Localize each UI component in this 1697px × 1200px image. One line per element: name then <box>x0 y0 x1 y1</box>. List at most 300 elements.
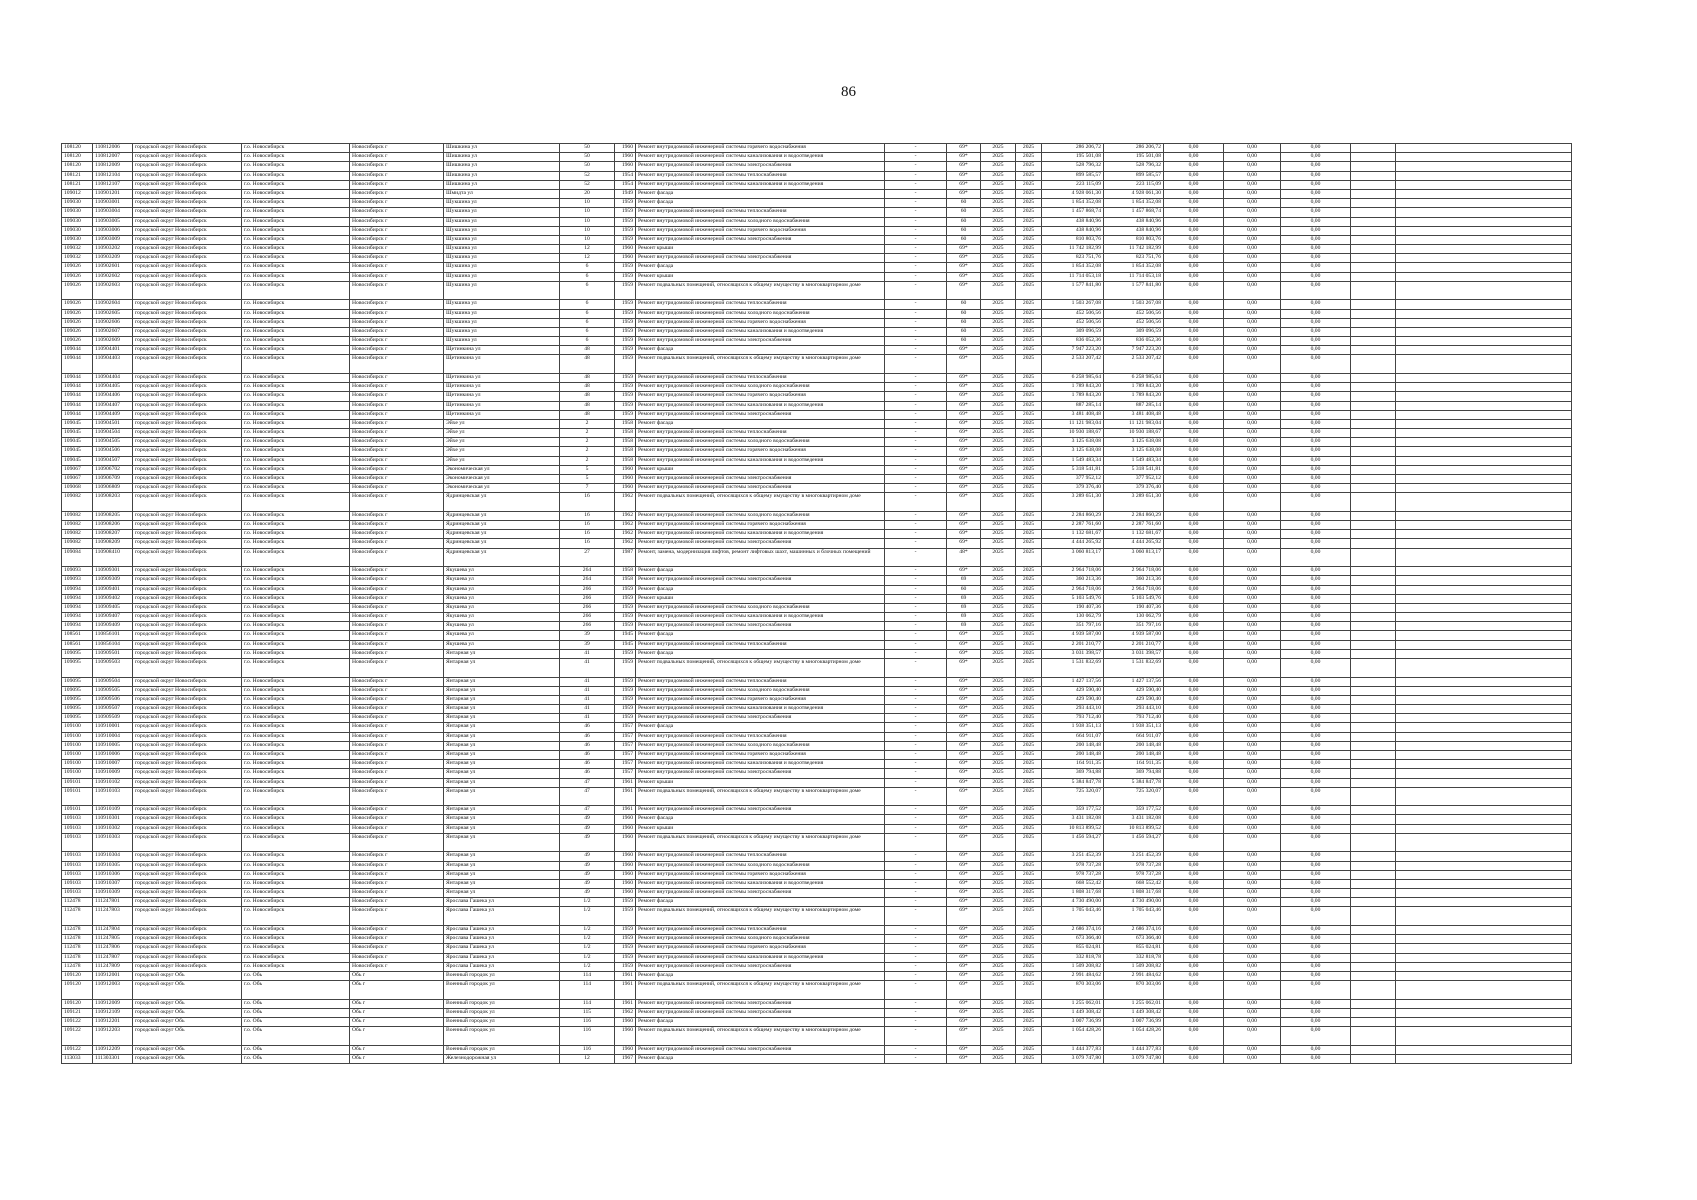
cell-extra-2 <box>1396 189 1572 198</box>
cell-extra-1 <box>1351 806 1396 815</box>
cell-extra-2 <box>1396 852 1572 861</box>
cell-cost-regional: 0,00 <box>1224 539 1281 548</box>
cell-house-id: 109103 <box>62 824 93 833</box>
cell-house-number: 49 <box>560 824 615 833</box>
cell-build-year: 1959 <box>615 226 636 235</box>
cell-extra-1 <box>1351 272 1396 281</box>
cell-work-id: 110856101 <box>93 631 133 640</box>
cell-plan-year-end: 2025 <box>1016 677 1042 686</box>
cell-cost-local: 0,00 <box>1281 1008 1351 1017</box>
cell-cost-regional: 0,00 <box>1224 254 1281 263</box>
cell-work-id: 110910004 <box>93 732 133 741</box>
cell-cost-federal: 0,00 <box>1164 714 1224 723</box>
cell-cost-local: 0,00 <box>1281 585 1351 594</box>
cell-work-type: Ремонт внутридомовой инженерной системы канализования и водоотведения <box>636 953 885 962</box>
cell-work-id: 110912001 <box>93 971 133 980</box>
cell-work-type: Ремонт внутридомовой инженерной системы канализования и водоотведения <box>636 327 885 336</box>
cell-build-year: 1960 <box>615 162 636 171</box>
cell-cost-federal: 0,00 <box>1164 530 1224 539</box>
cell-municipal-district: городской округ Новосибирск <box>133 144 242 153</box>
cell-municipality: г.о. Новосибирск <box>242 484 350 493</box>
cell-plan-year-start: 2025 <box>981 318 1016 327</box>
cell-cost-federal: 0,00 <box>1164 787 1224 806</box>
cell-house-id: 112478 <box>62 925 93 934</box>
cell-plan-year-start: 2025 <box>981 1054 1016 1063</box>
cell-extra-1 <box>1351 217 1396 226</box>
cell-cost-fund: 1 789 843,20 <box>1104 392 1164 401</box>
cell-share: 69* <box>947 438 981 447</box>
cell-street: Янтарная ул <box>444 695 560 704</box>
cell-cost-fund: 978 737,28 <box>1104 870 1164 879</box>
cell-cost-local: 0,00 <box>1281 935 1351 944</box>
cell-municipal-district: городской округ Новосибирск <box>133 189 242 198</box>
cell-plan-year-start: 2025 <box>981 971 1016 980</box>
cell-unit: - <box>885 686 947 695</box>
cell-municipality: г.о. Новосибирск <box>242 392 350 401</box>
table-row <box>62 1027 1572 1046</box>
cell-work-type: Ремонт фасада <box>636 567 885 576</box>
cell-cost-federal: 0,00 <box>1164 539 1224 548</box>
cell-municipal-district: городской округ Новосибирск <box>133 594 242 603</box>
cell-unit: - <box>885 548 947 567</box>
cell-share: 69 <box>947 603 981 612</box>
cell-cost-regional: 0,00 <box>1224 925 1281 934</box>
cell-total-cost: 4 928 061,30 <box>1042 189 1104 198</box>
cell-unit: - <box>885 318 947 327</box>
cell-unit: - <box>885 447 947 456</box>
cell-settlement: Новосибирск г <box>350 153 444 162</box>
cell-street: Военный городок ул <box>444 1027 560 1046</box>
cell-extra-1 <box>1351 539 1396 548</box>
cell-house-number: 50 <box>560 144 615 153</box>
cell-work-type: Ремонт внутридомовой инженерной системы электроснабжения <box>636 1008 885 1017</box>
cell-unit: - <box>885 438 947 447</box>
cell-build-year: 1960 <box>615 1045 636 1054</box>
cell-house-number: 16 <box>560 521 615 530</box>
cell-work-id: 111247804 <box>93 925 133 934</box>
cell-municipal-district: городской округ Новосибирск <box>133 465 242 474</box>
cell-work-id: 110856104 <box>93 640 133 649</box>
cell-build-year: 1957 <box>615 751 636 760</box>
cell-extra-2 <box>1396 493 1572 512</box>
cell-unit: - <box>885 1045 947 1054</box>
cell-street: Шукшина ул <box>444 217 560 226</box>
cell-total-cost: 899 585,57 <box>1042 171 1104 180</box>
cell-cost-regional: 0,00 <box>1224 484 1281 493</box>
cell-extra-1 <box>1351 833 1396 852</box>
cell-work-type: Ремонт внутридомовой инженерной системы канализования и водоотведения <box>636 705 885 714</box>
cell-total-cost: 1 854 352,08 <box>1042 263 1104 272</box>
cell-build-year: 1960 <box>615 833 636 852</box>
cell-share: 69* <box>947 410 981 419</box>
cell-share: 69* <box>947 677 981 686</box>
cell-municipal-district: городской округ Новосибирск <box>133 962 242 971</box>
cell-settlement: Новосибирск г <box>350 383 444 392</box>
cell-cost-regional: 0,00 <box>1224 1045 1281 1054</box>
cell-cost-local: 0,00 <box>1281 410 1351 419</box>
cell-cost-local: 0,00 <box>1281 677 1351 686</box>
cell-street: Эйхе ул <box>444 456 560 465</box>
cell-cost-regional: 0,00 <box>1224 447 1281 456</box>
cell-total-cost: 810 803,76 <box>1042 235 1104 244</box>
cell-street: Якушева ул <box>444 585 560 594</box>
table-row <box>62 539 1572 548</box>
cell-build-year: 1957 <box>615 760 636 769</box>
cell-extra-1 <box>1351 815 1396 824</box>
cell-plan-year-start: 2025 <box>981 521 1016 530</box>
cell-plan-year-start: 2025 <box>981 438 1016 447</box>
cell-cost-local: 0,00 <box>1281 401 1351 410</box>
cell-cost-local: 0,00 <box>1281 879 1351 888</box>
cell-cost-regional: 0,00 <box>1224 962 1281 971</box>
cell-build-year: 1958 <box>615 438 636 447</box>
cell-work-type: Ремонт внутридомовой инженерной системы холодного водоснабжения <box>636 383 885 392</box>
cell-cost-fund: 4 928 061,30 <box>1104 189 1164 198</box>
cell-work-id: 110903004 <box>93 208 133 217</box>
cell-total-cost: 429 590,40 <box>1042 686 1104 695</box>
cell-house-number: 49 <box>560 870 615 879</box>
cell-settlement: Новосибирск г <box>350 889 444 898</box>
cell-street: Янтарная ул <box>444 833 560 852</box>
cell-cost-regional: 0,00 <box>1224 355 1281 374</box>
cell-build-year: 1959 <box>615 281 636 300</box>
cell-cost-fund: 130 062,79 <box>1104 613 1164 622</box>
cell-extra-1 <box>1351 944 1396 953</box>
cell-municipality: г.о. Новосибирск <box>242 447 350 456</box>
cell-extra-2 <box>1396 640 1572 649</box>
cell-work-id: 110904505 <box>93 438 133 447</box>
cell-cost-fund: 1 457 868,74 <box>1104 208 1164 217</box>
cell-cost-regional: 0,00 <box>1224 852 1281 861</box>
cell-street: Янтарная ул <box>444 778 560 787</box>
cell-work-id: 110901201 <box>93 189 133 198</box>
cell-work-id: 110910001 <box>93 723 133 732</box>
table-row <box>62 337 1572 346</box>
cell-cost-regional: 0,00 <box>1224 456 1281 465</box>
cell-extra-1 <box>1351 144 1396 153</box>
cell-settlement: Новосибирск г <box>350 530 444 539</box>
cell-cost-local: 0,00 <box>1281 815 1351 824</box>
cell-cost-fund: 4 444 265,92 <box>1104 539 1164 548</box>
cell-total-cost: 664 911,07 <box>1042 732 1104 741</box>
cell-unit: - <box>885 889 947 898</box>
cell-municipality: г.о. Новосибирск <box>242 153 350 162</box>
cell-share: 60 <box>947 337 981 346</box>
cell-build-year: 1962 <box>615 1008 636 1017</box>
cell-cost-local: 0,00 <box>1281 539 1351 548</box>
cell-municipality: г.о. Новосибирск <box>242 254 350 263</box>
cell-municipal-district: городской округ Новосибирск <box>133 272 242 281</box>
cell-work-id: 110906809 <box>93 484 133 493</box>
cell-extra-1 <box>1351 530 1396 539</box>
cell-house-id: 108120 <box>62 153 93 162</box>
cell-extra-2 <box>1396 723 1572 732</box>
cell-total-cost: 2 201 210,77 <box>1042 640 1104 649</box>
cell-house-id: 109030 <box>62 208 93 217</box>
cell-plan-year-end: 2025 <box>1016 659 1042 678</box>
table-row <box>62 429 1572 438</box>
cell-cost-regional: 0,00 <box>1224 263 1281 272</box>
cell-total-cost: 823 751,76 <box>1042 254 1104 263</box>
cell-settlement: Новосибирск г <box>350 603 444 612</box>
table-row <box>62 484 1572 493</box>
cell-share: 60 <box>947 235 981 244</box>
table-row <box>62 548 1572 567</box>
cell-work-id: 110912009 <box>93 999 133 1008</box>
cell-street: Шукшина ул <box>444 208 560 217</box>
cell-settlement: Новосибирск г <box>350 852 444 861</box>
cell-cost-regional: 0,00 <box>1224 677 1281 686</box>
table-row <box>62 438 1572 447</box>
cell-plan-year-end: 2025 <box>1016 760 1042 769</box>
cell-municipal-district: городской округ Новосибирск <box>133 153 242 162</box>
cell-municipal-district: городской округ Новосибирск <box>133 686 242 695</box>
cell-share: 60 <box>947 318 981 327</box>
cell-cost-regional: 0,00 <box>1224 475 1281 484</box>
table-row <box>62 778 1572 787</box>
cell-unit: - <box>885 171 947 180</box>
cell-cost-fund: 3 007 736,99 <box>1104 1017 1164 1026</box>
cell-municipality: г.о. Обь <box>242 1008 350 1017</box>
cell-house-number: 46 <box>560 732 615 741</box>
cell-unit: - <box>885 521 947 530</box>
cell-cost-local: 0,00 <box>1281 300 1351 309</box>
cell-extra-2 <box>1396 373 1572 382</box>
cell-municipal-district: городской округ Новосибирск <box>133 879 242 888</box>
cell-municipal-district: городской округ Новосибирск <box>133 410 242 419</box>
cell-municipal-district: городской округ Обь <box>133 1017 242 1026</box>
table-row <box>62 649 1572 658</box>
cell-cost-regional: 0,00 <box>1224 281 1281 300</box>
cell-extra-1 <box>1351 760 1396 769</box>
cell-cost-fund: 528 796,32 <box>1104 162 1164 171</box>
cell-house-number: 49 <box>560 852 615 861</box>
cell-work-type: Ремонт внутридомовой инженерной системы горячего водоснабжения <box>636 392 885 401</box>
cell-work-type: Ремонт крыши <box>636 465 885 474</box>
cell-house-id: 109032 <box>62 254 93 263</box>
cell-house-number: 6 <box>560 318 615 327</box>
cell-plan-year-start: 2025 <box>981 180 1016 189</box>
cell-unit: - <box>885 465 947 474</box>
cell-plan-year-start: 2025 <box>981 567 1016 576</box>
cell-house-id: 109030 <box>62 226 93 235</box>
cell-work-id: 110904407 <box>93 401 133 410</box>
cell-total-cost: 1 503 267,08 <box>1042 300 1104 309</box>
cell-plan-year-start: 2025 <box>981 769 1016 778</box>
table-row <box>62 622 1572 631</box>
cell-municipality: г.о. Новосибирск <box>242 677 350 686</box>
cell-work-id: 110910109 <box>93 806 133 815</box>
cell-cost-local: 0,00 <box>1281 603 1351 612</box>
cell-cost-fund: 360 213,36 <box>1104 576 1164 585</box>
cell-extra-1 <box>1351 410 1396 419</box>
cell-house-number: 266 <box>560 585 615 594</box>
cell-cost-federal: 0,00 <box>1164 465 1224 474</box>
cell-build-year: 1960 <box>615 1017 636 1026</box>
cell-cost-fund: 4 730 490,00 <box>1104 898 1164 907</box>
cell-municipal-district: городской округ Новосибирск <box>133 456 242 465</box>
cell-street: Щетинкина ул <box>444 410 560 419</box>
cell-plan-year-end: 2025 <box>1016 861 1042 870</box>
cell-cost-fund: 2 964 718,06 <box>1104 567 1164 576</box>
cell-extra-2 <box>1396 465 1572 474</box>
cell-settlement: Новосибирск г <box>350 898 444 907</box>
cell-house-number: 2 <box>560 456 615 465</box>
cell-total-cost: 870 303,06 <box>1042 981 1104 1000</box>
cell-work-type: Ремонт фасада <box>636 199 885 208</box>
cell-share: 69* <box>947 640 981 649</box>
cell-cost-fund: 3 079 747,80 <box>1104 1054 1164 1063</box>
cell-plan-year-end: 2025 <box>1016 217 1042 226</box>
cell-share: 69* <box>947 245 981 254</box>
cell-plan-year-end: 2025 <box>1016 346 1042 355</box>
cell-cost-local: 0,00 <box>1281 226 1351 235</box>
cell-house-id: 109044 <box>62 401 93 410</box>
cell-build-year: 1959 <box>615 401 636 410</box>
cell-plan-year-start: 2025 <box>981 226 1016 235</box>
cell-house-number: 1/2 <box>560 898 615 907</box>
cell-work-id: 110908205 <box>93 511 133 520</box>
cell-municipality: г.о. Новосибирск <box>242 272 350 281</box>
cell-share: 69* <box>947 944 981 953</box>
cell-plan-year-end: 2025 <box>1016 245 1042 254</box>
cell-total-cost: 10 813 899,52 <box>1042 824 1104 833</box>
cell-work-id: 110909405 <box>93 603 133 612</box>
cell-municipal-district: городской округ Обь <box>133 971 242 980</box>
cell-total-cost: 1 449 308,42 <box>1042 1008 1104 1017</box>
table-row <box>62 493 1572 512</box>
cell-settlement: Новосибирск г <box>350 162 444 171</box>
cell-cost-local: 0,00 <box>1281 263 1351 272</box>
cell-settlement: Новосибирск г <box>350 318 444 327</box>
cell-plan-year-start: 2025 <box>981 695 1016 704</box>
cell-street: Ядринцевская ул <box>444 548 560 567</box>
cell-unit: - <box>885 751 947 760</box>
cell-share: 69* <box>947 686 981 695</box>
cell-unit: - <box>885 245 947 254</box>
cell-work-id: 110812107 <box>93 180 133 189</box>
cell-cost-regional: 0,00 <box>1224 429 1281 438</box>
cell-share: 69* <box>947 1054 981 1063</box>
cell-house-number: 52 <box>560 180 615 189</box>
cell-municipality: г.о. Обь <box>242 971 350 980</box>
cell-street: Щетинкина ул <box>444 392 560 401</box>
cell-total-cost: 2 964 718,06 <box>1042 585 1104 594</box>
cell-extra-2 <box>1396 576 1572 585</box>
cell-work-id: 110812007 <box>93 153 133 162</box>
cell-unit: - <box>885 254 947 263</box>
cell-cost-regional: 0,00 <box>1224 346 1281 355</box>
cell-plan-year-end: 2025 <box>1016 530 1042 539</box>
cell-cost-local: 0,00 <box>1281 144 1351 153</box>
cell-total-cost: 351 797,16 <box>1042 622 1104 631</box>
cell-cost-local: 0,00 <box>1281 199 1351 208</box>
cell-cost-local: 0,00 <box>1281 852 1351 861</box>
cell-cost-fund: 195 501,08 <box>1104 153 1164 162</box>
cell-extra-1 <box>1351 429 1396 438</box>
cell-unit: - <box>885 778 947 787</box>
cell-house-number: 1/2 <box>560 907 615 926</box>
cell-total-cost: 1 054 428,26 <box>1042 1027 1104 1046</box>
cell-share: 69* <box>947 925 981 934</box>
cell-house-id: 109101 <box>62 787 93 806</box>
cell-cost-federal: 0,00 <box>1164 373 1224 382</box>
table-row <box>62 153 1572 162</box>
cell-settlement: Новосибирск г <box>350 521 444 530</box>
cell-work-id: 110902603 <box>93 281 133 300</box>
cell-settlement: Новосибирск г <box>350 705 444 714</box>
cell-street: Шукшина ул <box>444 300 560 309</box>
cell-cost-fund: 3 125 638,08 <box>1104 447 1164 456</box>
cell-street: Шишкина ул <box>444 144 560 153</box>
table-row <box>62 401 1572 410</box>
cell-cost-regional: 0,00 <box>1224 751 1281 760</box>
cell-build-year: 1958 <box>615 576 636 585</box>
cell-cost-local: 0,00 <box>1281 787 1351 806</box>
cell-work-id: 110910302 <box>93 824 133 833</box>
cell-settlement: Новосибирск г <box>350 144 444 153</box>
cell-house-id: 109068 <box>62 484 93 493</box>
cell-plan-year-start: 2025 <box>981 925 1016 934</box>
cell-plan-year-end: 2025 <box>1016 548 1042 567</box>
cell-cost-federal: 0,00 <box>1164 1045 1224 1054</box>
cell-share: 69* <box>947 833 981 852</box>
cell-house-id: 109095 <box>62 695 93 704</box>
cell-house-id: 109094 <box>62 594 93 603</box>
cell-build-year: 1959 <box>615 594 636 603</box>
cell-unit: - <box>885 153 947 162</box>
cell-cost-regional: 0,00 <box>1224 594 1281 603</box>
cell-work-type: Ремонт внутридомовой инженерной системы электроснабжения <box>636 475 885 484</box>
cell-settlement: Новосибирск г <box>350 824 444 833</box>
cell-plan-year-end: 2025 <box>1016 199 1042 208</box>
cell-extra-1 <box>1351 613 1396 622</box>
cell-plan-year-start: 2025 <box>981 981 1016 1000</box>
cell-house-id: 109121 <box>62 1008 93 1017</box>
cell-street: Военный городок ул <box>444 1045 560 1054</box>
cell-cost-federal: 0,00 <box>1164 456 1224 465</box>
cell-extra-2 <box>1396 447 1572 456</box>
cell-cost-regional: 0,00 <box>1224 833 1281 852</box>
cell-municipal-district: городской округ Новосибирск <box>133 760 242 769</box>
cell-plan-year-end: 2025 <box>1016 640 1042 649</box>
cell-build-year: 1960 <box>615 824 636 833</box>
cell-municipality: г.о. Новосибирск <box>242 852 350 861</box>
cell-cost-regional: 0,00 <box>1224 613 1281 622</box>
cell-extra-1 <box>1351 898 1396 907</box>
cell-extra-2 <box>1396 318 1572 327</box>
cell-share: 69* <box>947 732 981 741</box>
cell-unit: - <box>885 484 947 493</box>
cell-build-year: 1945 <box>615 631 636 640</box>
cell-plan-year-end: 2025 <box>1016 898 1042 907</box>
table-row <box>62 861 1572 870</box>
cell-cost-regional: 0,00 <box>1224 1008 1281 1017</box>
cell-cost-local: 0,00 <box>1281 208 1351 217</box>
cell-street: Шишкина ул <box>444 171 560 180</box>
cell-cost-fund: 664 911,07 <box>1104 732 1164 741</box>
cell-extra-2 <box>1396 659 1572 678</box>
cell-extra-2 <box>1396 1045 1572 1054</box>
cell-house-id: 109044 <box>62 410 93 419</box>
cell-cost-fund: 164 911,35 <box>1104 760 1164 769</box>
cell-plan-year-end: 2025 <box>1016 373 1042 382</box>
cell-cost-regional: 0,00 <box>1224 401 1281 410</box>
cell-plan-year-start: 2025 <box>981 199 1016 208</box>
cell-share: 69* <box>947 962 981 971</box>
cell-cost-federal: 0,00 <box>1164 245 1224 254</box>
cell-cost-federal: 0,00 <box>1164 392 1224 401</box>
